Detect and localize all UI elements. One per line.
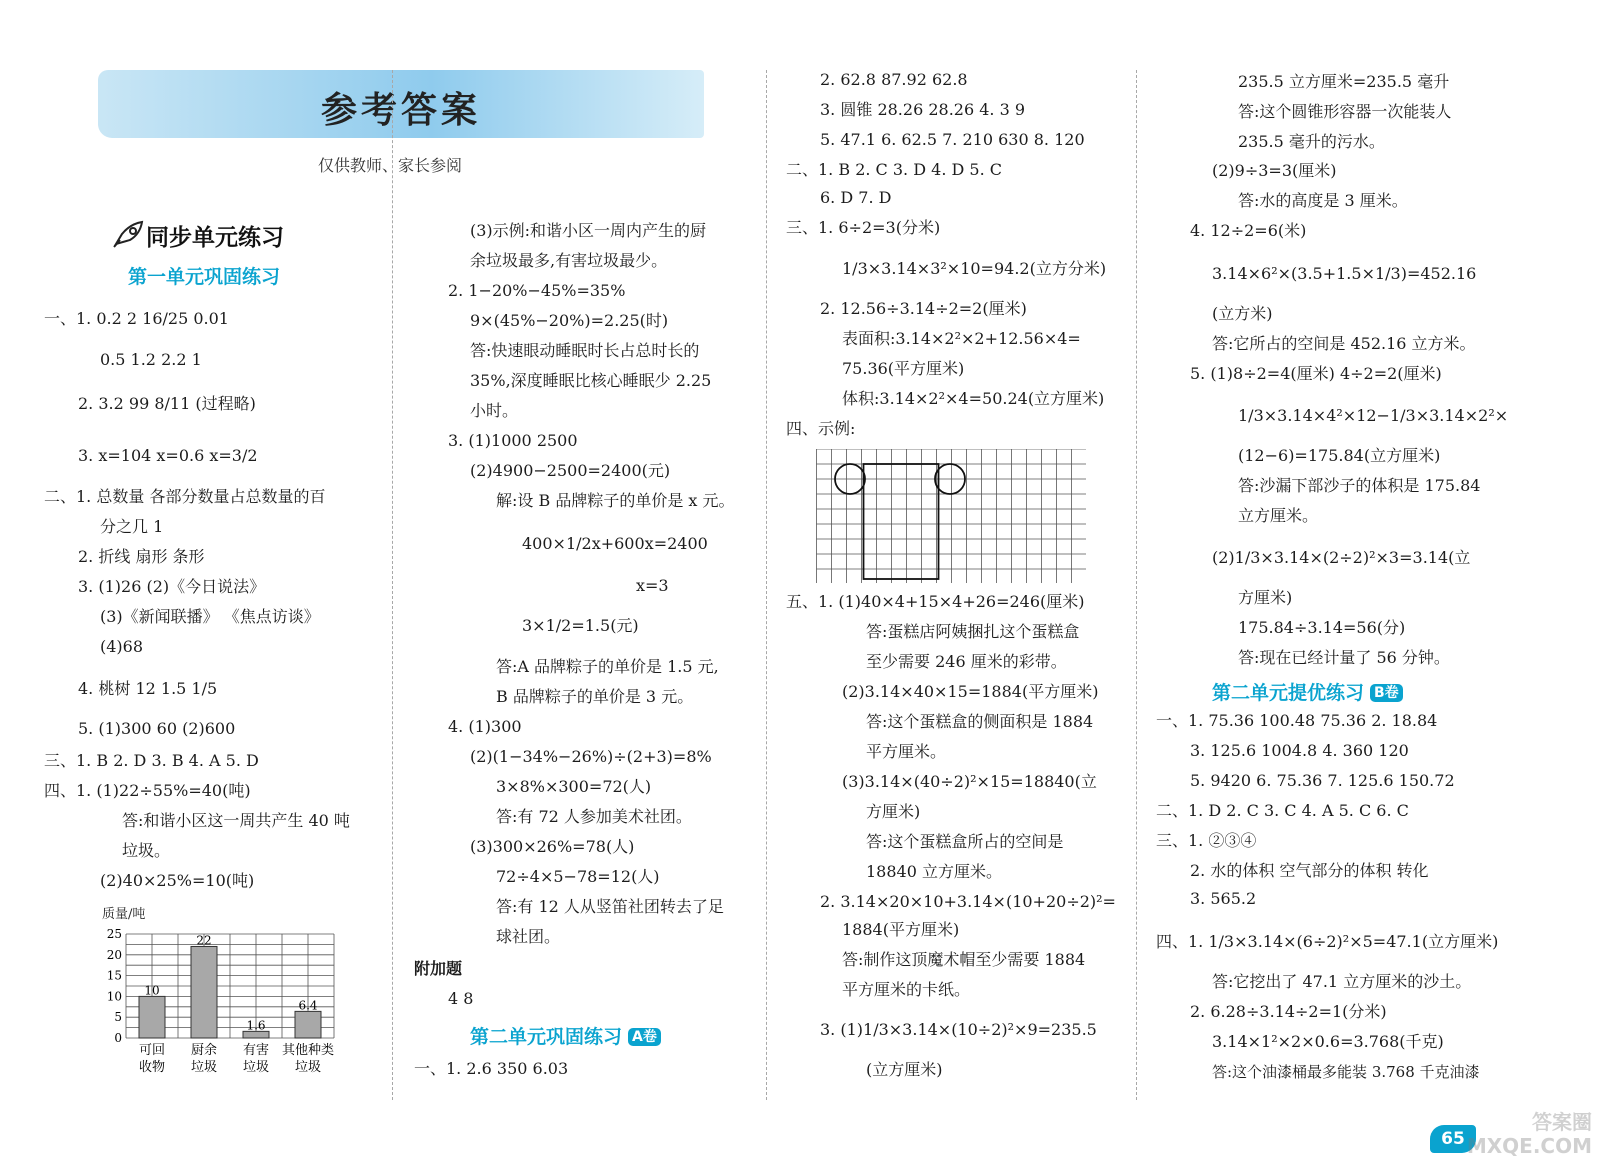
chart-category-label: 其他种类 [281,1043,335,1058]
chart-category-label: 厨余 [190,1043,218,1058]
answer-line: (3)300×26%=78(人) [470,837,635,856]
answer-line: 答:蛋糕店阿姨捆扎这个蛋糕盒 [866,622,1080,641]
answer-line: 一、1. 0.2 2 16/25 0.01 [44,309,229,328]
chart-data-label: 6.4 [298,998,318,1013]
unit1-title: 第一单元巩固练习 [128,266,281,288]
chart-ylabel: 质量/吨 [102,907,146,922]
answer-line: 2. 3.14×20×10+3.14×(10+20÷2)²= [820,892,1116,911]
answer-line: 2. 水的体积 空气部分的体积 转化 [1190,861,1429,880]
chart-category-label: 收物 [138,1060,166,1075]
answer-line: (3)《新闻联播》 《焦点访谈》 [100,607,320,626]
answer-line: 四、1. (1)22÷55%=40(吨) [44,781,251,800]
answer-line: (2)1/3×3.14×(2÷2)²×3=3.14(立 [1212,548,1471,567]
answer-line: 3. 125.6 1004.8 4. 360 120 [1190,741,1409,760]
chart-bar [139,996,165,1038]
answer-line: 解:设 B 品牌粽子的单价是 x 元。 [496,491,735,510]
answer-line: 答:A 品牌粽子的单价是 1.5 元, [496,657,719,676]
answer-line: 1884(平方厘米) [842,920,960,939]
answer-line: 18840 立方厘米。 [866,862,1002,881]
answer-line: (2)40×25%=10(吨) [100,871,255,890]
answer-line: 2. 3.2 99 8/11 (过程略) [78,394,256,413]
answer-line: 3. (1)1/3×3.14×(10÷2)²×9=235.5 [820,1020,1097,1039]
answer-line: 答:和谐小区这一周共产生 40 吨 [122,811,350,830]
net-rectangle [864,464,939,579]
answer-line: 答:制作这顶魔术帽至少需要 1884 [842,950,1086,969]
answer-line: 三、1. B 2. D 3. B 4. A 5. D [44,751,259,770]
chart-ytick-label: 10 [106,989,122,1004]
answer-line: 2. 1−20%−45%=35% [448,281,626,300]
answer-line: (12−6)=175.84(立方厘米) [1238,446,1441,465]
answer-line: 答:这个蛋糕盒的侧面积是 1884 [866,712,1094,731]
section-title: 同步单元练习 [146,225,284,251]
unit2b-title [1212,678,1403,705]
answer-line: 5. 47.1 6. 62.5 7. 210 630 8. 120 [820,130,1085,149]
answer-line: 平方厘米。 [866,742,947,761]
chart-category-label: 可回 [138,1043,166,1058]
bonus-heading: 附加题 [414,959,463,978]
chart-category-label: 垃圾 [294,1060,322,1075]
answer-line: 4 8 [448,989,474,1008]
chart-bar [295,1011,321,1038]
answer-line: 一、1. 2.6 350 6.03 [414,1059,569,1078]
answer-line: 3×8%×300=72(人) [496,777,652,796]
answer-line: 答:这个圆锥形容器一次能装人 [1238,102,1452,121]
chart-ytick-label: 15 [106,968,122,983]
chart-data-label: 10 [144,983,160,998]
answer-line: x=3 [636,576,669,595]
answer-line: 5. (1)8÷2=4(厘米) 4÷2=2(厘米) [1190,364,1442,383]
answer-line: 3. x=104 x=0.6 x=3/2 [78,446,258,465]
answer-line: 体积:3.14×2²×4=50.24(立方厘米) [842,389,1105,408]
answer-line: 小时。 [470,401,519,420]
answer-line: 235.5 毫升的污水。 [1238,132,1385,151]
bar-chart [96,902,376,1082]
unit2a-badge: A卷 [628,1028,661,1046]
answer-line: 方厘米) [1238,588,1293,607]
watermark-line1: 答案圈 [1532,1110,1592,1134]
chart-ytick-label: 25 [106,927,122,941]
answer-line: 3×1/2=1.5(元) [522,616,639,635]
chart-ytick-label: 20 [106,947,122,962]
answer-line: 5. (1)300 60 (2)600 [78,719,236,738]
answer-line: 答:快速眼动睡眠时长占总时长的 [470,341,700,360]
answer-line: 二、1. B 2. C 3. D 4. D 5. C [786,160,1003,179]
answer-line: 1/3×3.14×3²×10=94.2(立方分米) [842,259,1107,278]
answer-line: 2. 12.56÷3.14÷2=2(厘米) [820,299,1027,318]
answer-line: 答:现在已经计量了 56 分钟。 [1238,648,1450,667]
answer-line: 余垃圾最多,有害垃圾最少。 [470,251,668,270]
rocket-icon [112,220,146,248]
chart-data-label: 1.6 [246,1018,266,1033]
answer-line: 4. (1)300 [448,717,522,736]
grid-figure [816,449,1086,583]
answer-line: 球社团。 [496,927,561,946]
answer-line: 二、1. 总数量 各部分数量占总数量的百 [44,487,326,506]
answer-line: 5. 9420 6. 75.36 7. 125.6 150.72 [1190,771,1455,790]
chart-ytick-label: 5 [114,1010,122,1025]
answer-line: 3. (1)26 (2)《今日说法》 [78,577,266,596]
answer-line: (2)4900−2500=2400(元) [470,461,671,480]
answer-line: 方厘米) [866,802,921,821]
answer-line: 五、1. (1)40×4+15×4+26=246(厘米) [786,592,1085,611]
answer-line: 175.84÷3.14=56(分) [1238,618,1406,637]
answer-line: (2)(1−34%−26%)÷(2+3)=8% [470,747,712,766]
column-divider-1 [392,70,393,1100]
column-divider-3 [1136,70,1137,1100]
unit2a-title-text: 第二单元巩固练习 [470,1026,623,1048]
answer-line: 分之几 1 [100,517,164,536]
answer-line: 表面积:3.14×2²×2+12.56×4= [842,329,1081,348]
answer-line: 235.5 立方厘米=235.5 毫升 [1238,72,1450,91]
answer-line: 3. (1)1000 2500 [448,431,578,450]
answer-line: 答:水的高度是 3 厘米。 [1238,191,1408,210]
answer-line: 三、1. ②③④ [1156,831,1257,850]
column-divider-2 [766,70,767,1100]
watermark-line2: MXQE.COM [1466,1134,1592,1158]
answer-line: 四、1. 1/3×3.14×(6÷2)²×5=47.1(立方厘米) [1156,932,1499,951]
answer-line: 2. 6.28÷3.14÷2=1(分米) [1190,1002,1387,1021]
answer-line: 答:它所占的空间是 452.16 立方米。 [1212,334,1476,353]
page-number: 65 [1430,1125,1476,1153]
answer-line: 3. 圆锥 28.26 28.26 4. 3 9 [820,100,1026,119]
unit2b-title-text: 第二单元提优练习 [1212,682,1365,704]
answer-line: (3)3.14×(40÷2)²×15=18840(立 [842,772,1097,791]
answer-line: 72÷4×5−78=12(人) [496,867,660,886]
chart-category-label: 有害 [242,1043,270,1058]
answer-line: 垃圾。 [122,841,171,860]
answer-line: 三、1. 6÷2=3(分米) [786,218,941,237]
chart-bar [191,946,217,1038]
answer-line: 4. 12÷2=6(米) [1190,221,1307,240]
title-banner [98,70,704,138]
chart-ytick-label: 0 [114,1031,122,1045]
answer-line: 3.14×1²×2×0.6=3.768(千克) [1212,1032,1444,1051]
answer-line: 0.5 1.2 2.2 1 [100,350,202,369]
chart-category-label: 垃圾 [190,1060,218,1075]
answer-line: (2)3.14×40×15=1884(平方厘米) [842,682,1099,701]
answer-line: 二、1. D 2. C 3. C 4. A 5. C 6. C [1156,801,1409,820]
answer-line: 答:这个油漆桶最多能装 3.768 千克油漆 [1212,1063,1480,1081]
answer-line: (立方厘米) [866,1060,943,1079]
answer-line: 3. 565.2 [1190,889,1257,908]
answer-line: 四、示例: [786,419,856,438]
answer-line: 6. D 7. D [820,188,892,207]
unit2b-badge: B卷 [1370,684,1403,702]
answer-line: 35%,深度睡眠比核心睡眠少 2.25 [470,371,712,390]
answer-line: (4)68 [100,637,144,656]
answer-line: 75.36(平方厘米) [842,359,965,378]
answer-line: 1/3×3.14×4²×12−1/3×3.14×2²× [1238,406,1509,425]
answer-line: (3)示例:和谐小区一周内产生的厨 [470,221,707,240]
answer-line: (2)9÷3=3(厘米) [1212,161,1337,180]
answer-line: 至少需要 246 厘米的彩带。 [866,652,1067,671]
unit2a-title [470,1022,661,1049]
chart-data-label: 22 [196,933,212,948]
answer-line: 答:有 72 人参加美术社团。 [496,807,692,826]
answer-line: B 品牌粽子的单价是 3 元。 [496,687,694,706]
answer-line: 答:有 12 人从竖笛社团转去了足 [496,897,724,916]
answer-line: 平方厘米的卡纸。 [842,980,971,999]
answer-line: (立方米) [1212,304,1273,323]
answer-line: 答:沙漏下部沙子的体积是 175.84 [1238,476,1481,495]
answer-line: 9×(45%−20%)=2.25(时) [470,311,669,330]
answer-line: 2. 62.8 87.92 62.8 [820,70,968,89]
watermark [1420,1110,1592,1160]
page-subtitle: 仅供教师、家长参阅 [318,156,463,175]
answer-line: 4. 桃树 12 1.5 1/5 [78,679,218,698]
page-title: 参考答案 [320,90,481,131]
answer-line: 2. 折线 扇形 条形 [78,547,205,566]
answer-line: 400×1/2x+600x=2400 [522,534,708,553]
answer-line: 3.14×6²×(3.5+1.5×1/3)=452.16 [1212,264,1477,283]
answer-line: 答:它挖出了 47.1 立方厘米的沙土。 [1212,972,1472,991]
answer-line: 立方厘米。 [1238,506,1319,525]
answer-line: 答:这个蛋糕盒所占的空间是 [866,832,1064,851]
chart-category-label: 垃圾 [242,1060,270,1075]
answer-line: 一、1. 75.36 100.48 75.36 2. 18.84 [1156,711,1438,730]
